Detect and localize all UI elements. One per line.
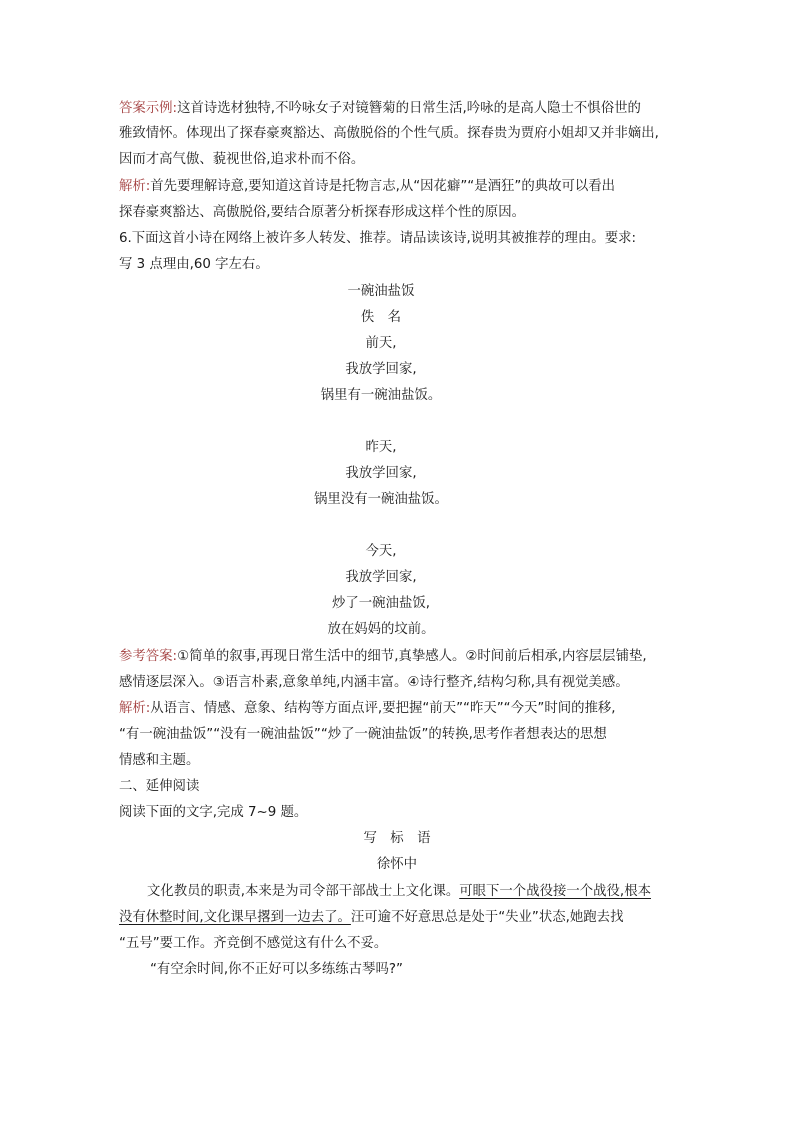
reference-answer-text-1: ①简单的叙事,再现日常生活中的细节,真挚感人。②时间前后相承,内容层层铺垫, [177,649,647,664]
answer-example-line-2: 雅致情怀。体现出了探春豪爽豁达、高傲脱俗的个性气质。探春贵为贾府小姐却又并非嫡出, [119,126,659,141]
analysis-2-line-3: 情感和主题。 [119,753,200,768]
analysis-1-line-2: 探春豪爽豁达、高傲脱俗,要结合原著分析探春形成这样个性的原因。 [119,205,525,220]
poem-stanza-2-line-3: 锅里没有一碗油盐饭。 [314,492,448,507]
poem-stanza-2-line-1: 昨天, [365,440,397,455]
poem-stanza-1-line-3: 锅里有一碗油盐饭。 [320,388,442,403]
story-paragraph-1-line-2 [119,908,623,928]
question-6-line-1: 6.下面这首小诗在网络上被许多人转发、推荐。请品读该诗,说明其被推荐的理由。要求: [119,231,636,246]
story-p1-l2-underlined: 没有休整时间,文化课早撂到一边去了。 [119,910,351,925]
poem-stanza-3-line-3: 炒了一碗油盐饭, [332,596,430,611]
analysis-2-label: 解析: [119,701,151,716]
poem-stanza-2-line-2: 我放学回家, [345,466,417,481]
reference-answer-line-1 [119,647,647,667]
poem-author: 佚 名 [360,310,402,325]
story-author: 徐怀中 [376,857,418,872]
reference-answer-label: 参考答案: [119,649,178,664]
section-2-heading: 二、延伸阅读 [119,779,200,794]
analysis-2-line-1 [119,699,616,719]
answer-example-text-1: 这首诗选材独特,不吟咏女子对镜簪菊的日常生活,吟咏的是高人隐士不惧俗世的 [177,101,641,116]
answer-example-line-1 [119,99,641,119]
story-p1-l1-underlined: 可眼下一个战役接一个战役,根本 [459,884,651,899]
story-paragraph-1-line-1 [147,882,651,902]
analysis-1-label: 解析: [119,179,151,194]
poem-stanza-3-line-4: 放在妈妈的坟前。 [327,622,435,637]
reference-answer-line-2: 感情逐层深入。③语言朴素,意象单纯,内涵丰富。④诗行整齐,结构匀称,具有视觉美感。 [119,675,629,690]
poem-title: 一碗油盐饭 [347,284,415,299]
poem-stanza-3-line-1: 今天, [365,544,397,559]
question-6-line-2: 写 3 点理由,60 字左右。 [119,257,269,272]
section-2-instruction: 阅读下面的文字,完成 7~9 题。 [119,805,308,820]
analysis-2-text-1: 从语言、情感、意象、结构等方面点评,要把握“前天”“昨天”“今天”时间的推移, [150,701,616,716]
story-p1-l1-plain: 文化教员的职责,本来是为司令部干部战士上文化课。 [147,884,460,899]
story-title: 写 标 语 [363,831,431,846]
analysis-1-line-1 [119,177,615,197]
answer-example-label: 答案示例: [119,101,178,116]
poem-stanza-1-line-2: 我放学回家, [345,362,417,377]
poem-stanza-3-line-2: 我放学回家, [345,570,417,585]
analysis-2-line-2: “有一碗油盐饭”“没有一碗油盐饭”“炒了一碗油盐饭”的转换,思考作者想表达的思想 [119,727,607,742]
answer-example-line-3: 因而才高气傲、藐视世俗,追求朴而不俗。 [119,152,365,167]
analysis-1-text-1: 首先要理解诗意,要知道这首诗是托物言志,从“因花癖”“是酒狂”的典故可以看出 [150,179,616,194]
story-p1-l2-plain: 汪可逾不好意思总是处于“失业”状态,她跑去找 [350,910,624,925]
story-paragraph-1-line-3: “五号”要工作。齐竞倒不感觉这有什么不妥。 [119,936,388,951]
story-paragraph-2-line-1: “有空余时间,你不正好可以多练练古琴吗?” [150,962,403,977]
poem-stanza-1-line-1: 前天, [365,336,397,351]
